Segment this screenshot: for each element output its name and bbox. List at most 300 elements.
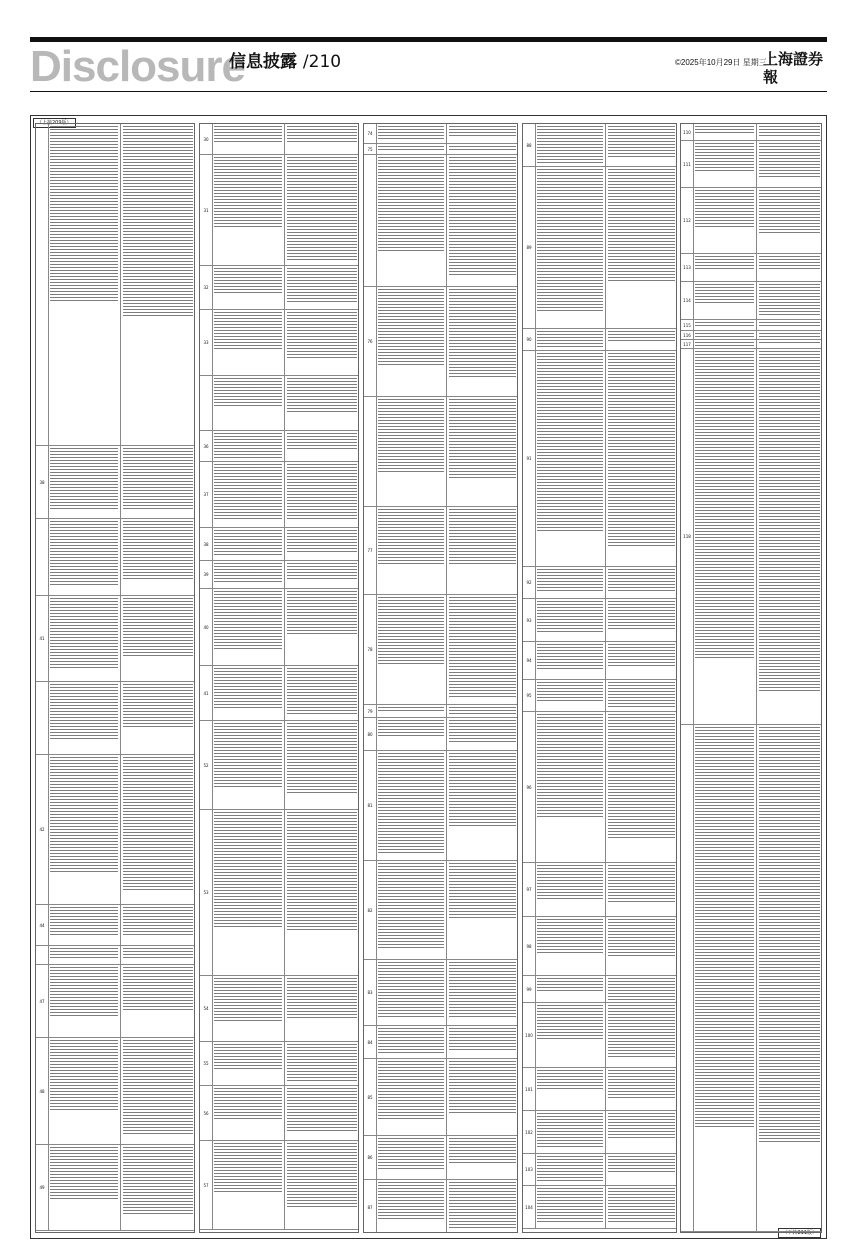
after-amendment-cell [757,320,821,330]
row-number: 78 [364,595,377,704]
table-row [200,589,358,666]
row-number: 115 [681,320,694,330]
text-block [449,1138,516,1163]
table-row [364,397,517,507]
table-row [523,1154,676,1186]
table-row [200,528,358,561]
table-row [523,680,676,712]
table-row [200,462,358,528]
text-block [214,312,282,349]
row-number: 93 [523,599,536,641]
text-block [287,464,357,519]
text-block [759,126,820,137]
before-amendment-cell [535,167,606,328]
row-number: 117 [681,340,694,348]
after-amendment-cell [447,1026,517,1058]
before-amendment-cell [48,946,121,964]
row-number: 89 [523,167,536,328]
row-number: 113 [681,254,694,281]
text-block [287,433,357,449]
table-row [200,1141,358,1230]
before-amendment-cell [535,712,606,862]
text-block [449,157,516,277]
before-amendment-cell [48,1038,121,1144]
text-block [608,919,675,956]
text-block [537,331,603,347]
after-amendment-cell [121,755,194,904]
table-row [364,287,517,397]
text-block [537,682,603,702]
text-block [449,146,516,151]
text-block [695,333,754,337]
table-row [200,310,358,376]
row-number: 36 [200,431,213,461]
row-number: 87 [364,1180,377,1233]
row-number: 74 [364,124,377,143]
before-amendment-cell [535,1068,606,1110]
after-amendment-cell [447,718,517,750]
row-number: 91 [523,351,536,566]
text-block [287,530,357,553]
row-number: 80 [364,718,377,750]
before-amendment-cell [376,124,447,143]
table-row [36,124,194,446]
table-row [681,282,821,320]
text-block [608,644,675,666]
row-number: 97 [523,863,536,916]
row-number: 75 [364,144,377,154]
row-number: 56 [200,1086,213,1140]
row-number: 52 [200,721,213,809]
after-amendment-cell [447,960,517,1025]
table-row [36,1038,194,1145]
text-block [537,1156,603,1181]
before-amendment-cell [48,682,121,754]
text-block [123,521,193,579]
text-block [537,919,603,954]
row-number: 30 [200,124,213,154]
row-number: 39 [200,561,213,588]
before-amendment-cell [535,1111,606,1153]
after-amendment-cell [757,141,821,187]
table-row [523,1003,676,1068]
after-amendment-cell [447,144,517,154]
after-amendment-cell [447,397,517,506]
after-amendment-cell [757,254,821,281]
text-block [449,1182,516,1228]
row-number: 95 [523,680,536,711]
row-number: 48 [36,1038,49,1144]
row-number: 38 [200,528,213,560]
text-block [608,126,675,158]
after-amendment-cell [285,376,358,430]
text-block [759,333,820,337]
text-block [608,1005,675,1058]
before-amendment-cell [212,561,285,588]
table-column [199,123,359,1233]
table-row [364,1180,517,1233]
before-amendment-cell [212,1042,285,1085]
before-amendment-cell [535,863,606,916]
text-block [537,353,603,533]
text-block [537,569,603,592]
table-row [200,266,358,310]
text-block [214,157,282,227]
after-amendment-cell [606,642,676,679]
after-amendment-cell [757,124,821,140]
text-block [378,126,444,139]
text-block [759,342,820,345]
before-amendment-cell [376,861,447,959]
text-block [378,289,444,365]
text-block [123,126,193,317]
table-row [36,446,194,519]
text-block [537,1113,603,1149]
row-number: 77 [364,507,377,594]
text-block [608,1156,675,1173]
before-amendment-cell [693,124,757,140]
row-number: 31 [200,155,213,265]
before-amendment-cell [693,188,757,253]
text-block [378,720,444,737]
text-block [759,727,820,1144]
before-amendment-cell [693,349,757,724]
table-column [363,123,518,1233]
text-block [537,978,603,992]
table-row [364,124,517,144]
text-block [50,907,118,935]
after-amendment-cell [606,1003,676,1067]
table-row [200,431,358,462]
after-amendment-cell [285,1042,358,1085]
after-amendment-cell [606,329,676,350]
before-amendment-cell [376,751,447,860]
after-amendment-cell [285,266,358,309]
table-row [200,155,358,266]
text-block [378,597,444,664]
before-amendment-cell [212,1141,285,1229]
text-block [123,757,193,890]
page-number: /210 [302,52,342,72]
before-amendment-cell [376,595,447,704]
after-amendment-cell [121,946,194,964]
text-block [608,865,675,903]
before-amendment-cell [693,340,757,348]
text-block [378,157,444,253]
table-row [200,1042,358,1086]
before-amendment-cell [48,519,121,595]
text-block [537,714,603,817]
brand-title: Disclosure [30,42,245,91]
before-amendment-cell [535,351,606,566]
before-amendment-cell [535,976,606,1002]
after-amendment-cell [606,917,676,975]
after-amendment-cell [285,431,358,461]
header-rule [30,91,827,92]
continued-from-label: （上接209版） [33,118,76,128]
before-amendment-cell [212,976,285,1041]
after-amendment-cell [606,712,676,862]
table-row [681,331,821,340]
row-number: 84 [364,1026,377,1058]
after-amendment-cell [447,287,517,396]
text-block [214,1143,282,1194]
text-block [378,1182,444,1221]
text-block [214,591,282,650]
row-number: 90 [523,329,536,350]
text-block [608,601,675,630]
after-amendment-cell [606,976,676,1002]
text-block [537,126,603,163]
before-amendment-cell [212,589,285,665]
after-amendment-cell [121,682,194,754]
table-row [364,1026,517,1059]
text-block [214,723,282,787]
after-amendment-cell [285,124,358,154]
after-amendment-cell [447,705,517,717]
before-amendment-cell [693,254,757,281]
text-block [214,268,282,293]
text-block [214,126,282,144]
text-block [123,948,193,959]
row-number: 79 [364,705,377,717]
after-amendment-cell [285,589,358,665]
text-block [608,1070,675,1100]
row-number: 33 [200,310,213,375]
text-block [695,342,754,346]
after-amendment-cell [121,519,194,595]
after-amendment-cell [285,1086,358,1140]
text-block [123,684,193,727]
before-amendment-cell [376,155,447,286]
text-block [378,146,444,151]
row-number: 88 [523,124,536,166]
text-block [214,464,282,520]
before-amendment-cell [535,329,606,350]
before-amendment-cell [376,1059,447,1135]
text-block [449,1028,516,1051]
text-block [695,256,754,270]
after-amendment-cell [606,1068,676,1110]
text-block [449,707,516,715]
text-block [50,448,118,511]
before-amendment-cell [212,155,285,265]
row-number: 85 [364,1059,377,1135]
row-number: 102 [523,1111,536,1153]
row-number: 92 [523,567,536,598]
text-block [123,448,193,509]
before-amendment-cell [693,282,757,319]
table-row [523,976,676,1003]
after-amendment-cell [447,595,517,704]
before-amendment-cell [535,567,606,598]
table-row [523,917,676,976]
row-number: 32 [200,266,213,309]
text-block [287,563,357,580]
text-block [537,865,603,899]
before-amendment-cell [535,917,606,975]
text-block [449,962,516,1017]
table-row [681,320,821,331]
text-block [287,668,357,714]
table-row [681,349,821,725]
after-amendment-cell [606,1154,676,1185]
table-row [200,124,358,155]
table-row [523,567,676,599]
masthead [30,42,827,91]
row-number: 114 [681,282,694,319]
table-row [364,718,517,751]
before-amendment-cell [212,810,285,975]
after-amendment-cell [285,155,358,265]
before-amendment-cell [212,528,285,560]
before-amendment-cell [376,960,447,1025]
table-row [681,141,821,188]
text-block [537,1005,603,1040]
after-amendment-cell [757,188,821,253]
table-row [523,642,676,680]
row-number: 86 [364,1136,377,1179]
before-amendment-cell [212,310,285,375]
after-amendment-cell [757,349,821,724]
after-amendment-cell [121,1038,194,1144]
table-row [36,596,194,682]
text-block [759,284,820,315]
after-amendment-cell [447,124,517,143]
before-amendment-cell [535,642,606,679]
text-block [287,1143,357,1207]
dateline: ©2025年10月29日 星期三 [675,58,767,67]
table-row [681,340,821,349]
text-block [449,1061,516,1113]
table-row [36,965,194,1038]
after-amendment-cell [606,167,676,328]
row-number: 112 [681,188,694,253]
text-block [287,591,357,636]
before-amendment-cell [212,666,285,720]
text-block [287,268,357,303]
table-row [364,751,517,861]
after-amendment-cell [121,1145,194,1230]
after-amendment-cell [447,507,517,594]
row-number: 44 [36,905,49,945]
row-number: 42 [36,755,49,904]
after-amendment-cell [121,965,194,1037]
row-number: 110 [681,124,694,140]
table-row [364,144,517,155]
table-row [364,507,517,595]
before-amendment-cell [48,124,121,445]
table-row [364,960,517,1026]
after-amendment-cell [606,124,676,166]
text-block [50,1040,118,1110]
before-amendment-cell [48,1145,121,1230]
text-block [378,509,444,564]
after-amendment-cell [606,1111,676,1153]
text-block [287,812,357,930]
after-amendment-cell [606,863,676,916]
after-amendment-cell [447,1136,517,1179]
text-block [449,126,516,138]
text-block [449,720,516,743]
text-block [695,284,754,303]
text-block [608,331,675,342]
table-row [681,725,821,1232]
text-block [759,256,820,271]
after-amendment-cell [285,310,358,375]
before-amendment-cell [212,376,285,430]
before-amendment-cell [376,705,447,717]
text-block [537,601,603,632]
after-amendment-cell [757,340,821,348]
text-block [214,530,282,555]
text-block [537,644,603,670]
after-amendment-cell [121,596,194,681]
after-amendment-cell [447,861,517,959]
before-amendment-cell [535,1186,606,1228]
table-column [522,123,677,1233]
row-number: 118 [681,349,694,724]
after-amendment-cell [285,666,358,720]
text-block [214,1088,282,1120]
table-row [523,1111,676,1154]
text-block [214,668,282,708]
after-amendment-cell [285,561,358,588]
section-name: 信息披露 [229,52,297,72]
row-number: 49 [36,1145,49,1230]
row-number: 37 [200,462,213,527]
before-amendment-cell [376,1136,447,1179]
row-number: 100 [523,1003,536,1067]
row-number: 101 [523,1068,536,1110]
text-block [449,597,516,699]
text-block [50,521,118,586]
table-row [36,755,194,905]
after-amendment-cell [285,528,358,560]
row-number: 54 [200,976,213,1041]
text-block [695,322,754,328]
table-row [523,124,676,167]
text-block [378,753,444,853]
text-block [378,962,444,1017]
before-amendment-cell [376,1180,447,1233]
before-amendment-cell [535,124,606,166]
text-block [123,598,193,656]
text-block [378,863,444,949]
text-block [608,978,675,1000]
before-amendment-cell [212,721,285,809]
table-row [200,721,358,810]
before-amendment-cell [212,1086,285,1140]
text-block [449,399,516,480]
row-number: 53 [200,810,213,975]
before-amendment-cell [693,320,757,330]
after-amendment-cell [606,599,676,641]
text-block [214,378,282,407]
text-block [287,126,357,144]
text-block [123,907,193,937]
text-block [287,378,357,413]
text-block [287,157,357,260]
text-block [50,757,118,874]
text-block [449,753,516,826]
row-number: 96 [523,712,536,862]
text-block [214,563,282,583]
text-block [378,399,444,472]
text-block [608,1113,675,1140]
after-amendment-cell [285,462,358,527]
before-amendment-cell [212,462,285,527]
